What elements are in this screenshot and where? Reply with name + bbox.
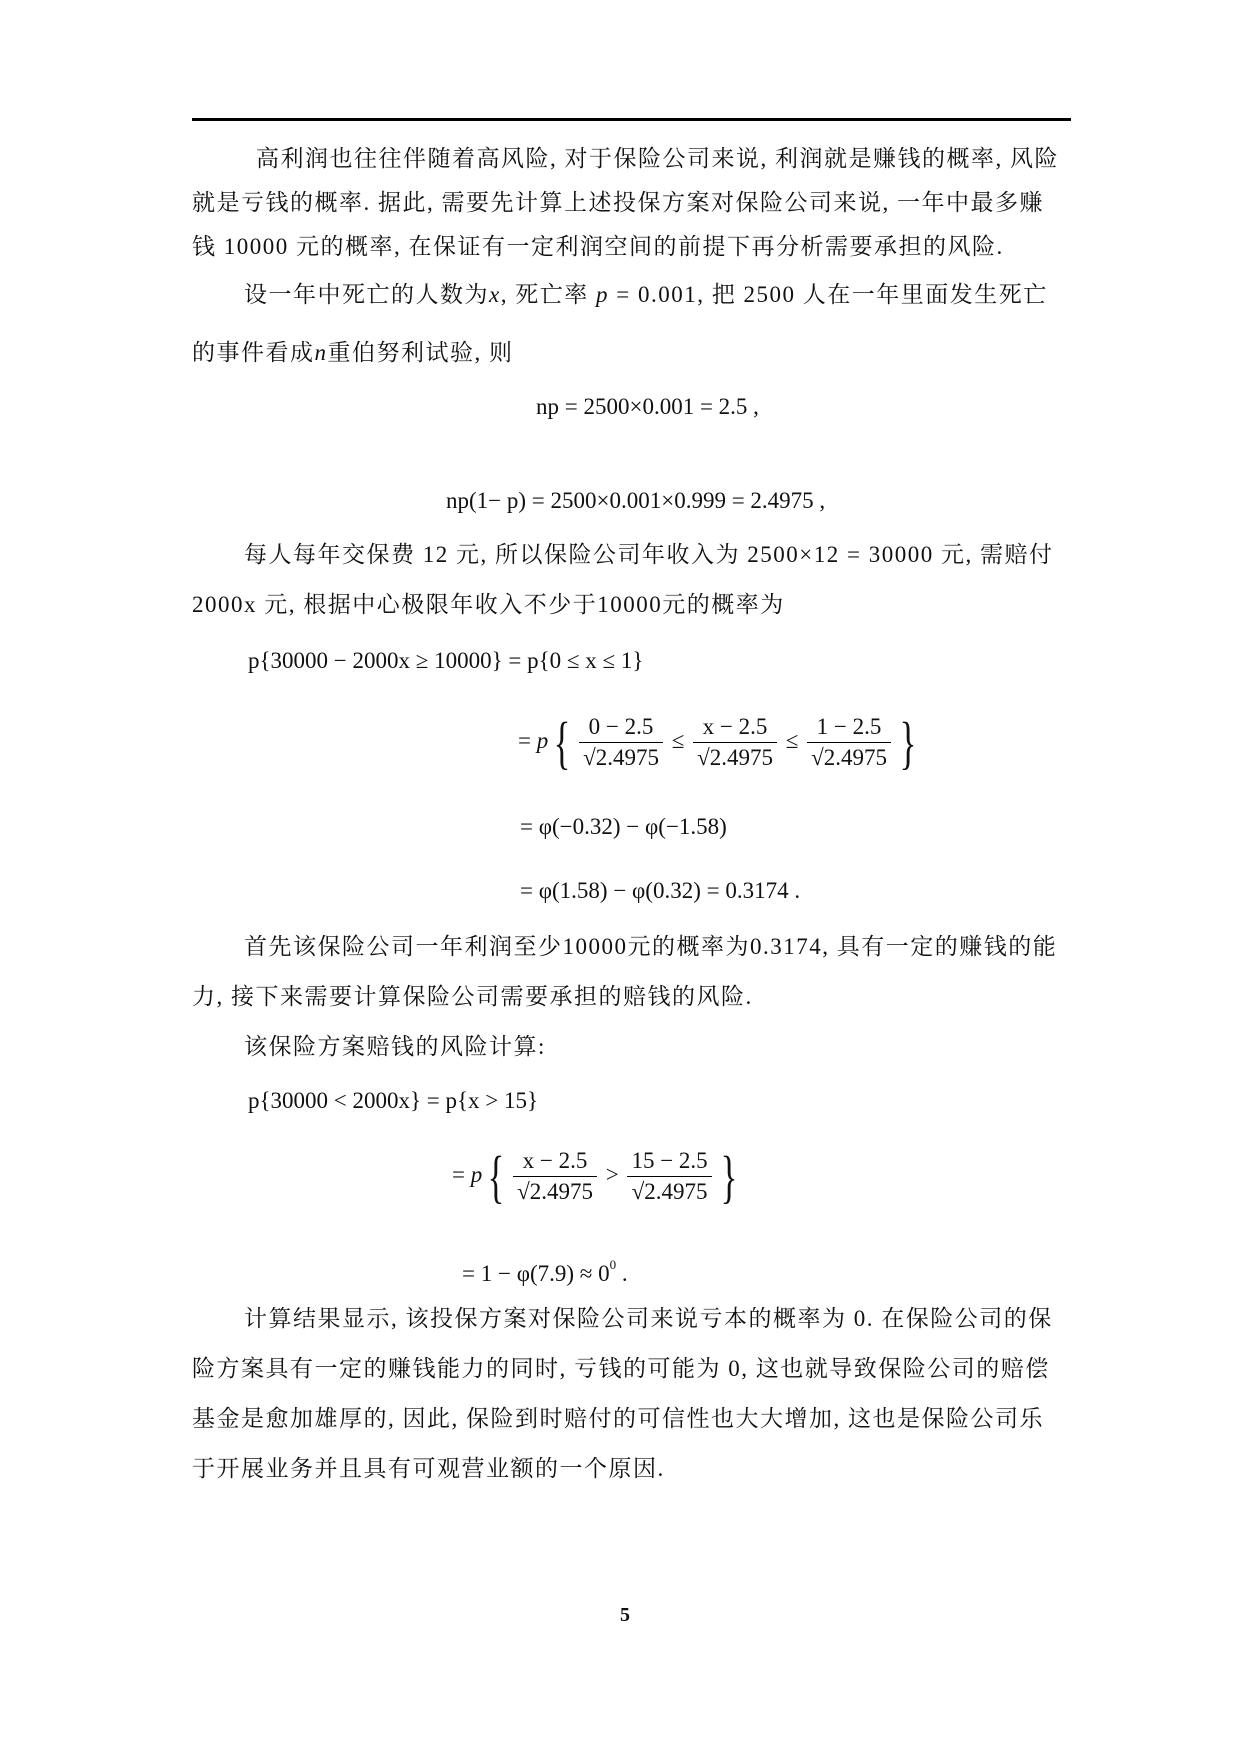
paragraph-2-line-1: 设一年中死亡的人数为x, 死亡率 p = 0.001, 把 2500 人在一年里面发生死亡: [244, 282, 1048, 307]
equation-profit-standardized: = p{ $\frac{0 - 2.5}{√2.4975}$ ≤ $\frac{x - 2.5}{√2.4975}$ ≤ $\frac{1 - 2.5}{√2.4975}$ }: [518, 709, 917, 775]
paragraph-5: 该保险方案赔钱的风险计算:: [244, 1034, 546, 1059]
paragraph-1-line-2: 就是亏钱的概率. 据此, 需要先计算上述投保方案对保险公司来说, 一年中最多赚: [192, 190, 1044, 215]
fraction-2: $\frac{x - 2.5}{√2.4975}$: [693, 712, 777, 773]
equation-phi-result: = φ(1.58) − φ(0.32) = 0.3174 .: [520, 878, 801, 903]
fraction-3: $\frac{1 - 2.5}{√2.4975}$: [807, 712, 891, 773]
equation-profit-probability-lhs: p{30000 − 2000x ≥ 10000} = p{0 ≤ x ≤ 1}: [248, 648, 644, 673]
paragraph-6-line-2: 险方案具有一定的赚钱能力的同时, 亏钱的可能为 0, 这也就导致保险公司的赔偿: [192, 1356, 1050, 1381]
paragraph-4-line-2: 力, 接下来需要计算保险公司需要承担的赔钱的风险.: [192, 984, 753, 1009]
fraction-1: $\frac{0 - 2.5}{√2.4975}$: [579, 712, 663, 773]
paragraph-4-line-1: 首先该保险公司一年利润至少10000元的概率为0.3174, 具有一定的赚钱的能: [244, 934, 1058, 959]
equation-loss-standardized: = p{ $\frac{x - 2.5}{√2.4975}$ > $\frac{15 - 2.5}{√2.4975}$ }: [452, 1143, 737, 1209]
equation-loss-probability-lhs: p{30000 < 2000x} = p{x > 15}: [248, 1088, 539, 1113]
paragraph-1-line-1: 高利润也往往伴随着高风险, 对于保险公司来说, 利润就是赚钱的概率, 风险: [256, 146, 1059, 171]
equation-phi-negative: = φ(−0.32) − φ(−1.58): [520, 814, 727, 839]
fraction-5: $\frac{15 - 2.5}{√2.4975}$: [627, 1146, 711, 1207]
header-rule: [192, 118, 1071, 121]
equation-np: np = 2500×0.001 = 2.5 ,: [536, 394, 759, 419]
equation-variance: np(1− p) = 2500×0.001×0.999 = 2.4975 ,: [446, 488, 826, 513]
equation-loss-result: = $1 - \varphi(7.9) \approx 0^0$ .: [462, 1257, 628, 1286]
paragraph-6-line-3: 基金是愈加雄厚的, 因此, 保险到时赔付的可信性也大大增加, 这也是保险公司乐: [192, 1406, 1044, 1431]
paragraph-1-line-3: 钱 10000 元的概率, 在保证有一定利润空间的前提下再分析需要承担的风险.: [192, 234, 1004, 259]
paragraph-6-line-1: 计算结果显示, 该投保方案对保险公司来说亏本的概率为 0. 在保险公司的保: [244, 1306, 1053, 1331]
paragraph-2-line-2: 的事件看成n重伯努利试验, 则: [192, 340, 514, 365]
page-number: 5: [620, 1604, 630, 1626]
paragraph-3-line-1: 每人每年交保费 12 元, 所以保险公司年收入为 2500×12 = 30000 元, 需赔付: [244, 542, 1054, 567]
paragraph-6-line-4: 于开展业务并且具有可观营业额的一个原因.: [192, 1456, 665, 1481]
paragraph-3-line-2: 2000x 元, 根据中心极限年收入不少于10000元的概率为: [192, 592, 785, 617]
fraction-4: $\frac{x - 2.5}{√2.4975}$: [513, 1146, 597, 1207]
